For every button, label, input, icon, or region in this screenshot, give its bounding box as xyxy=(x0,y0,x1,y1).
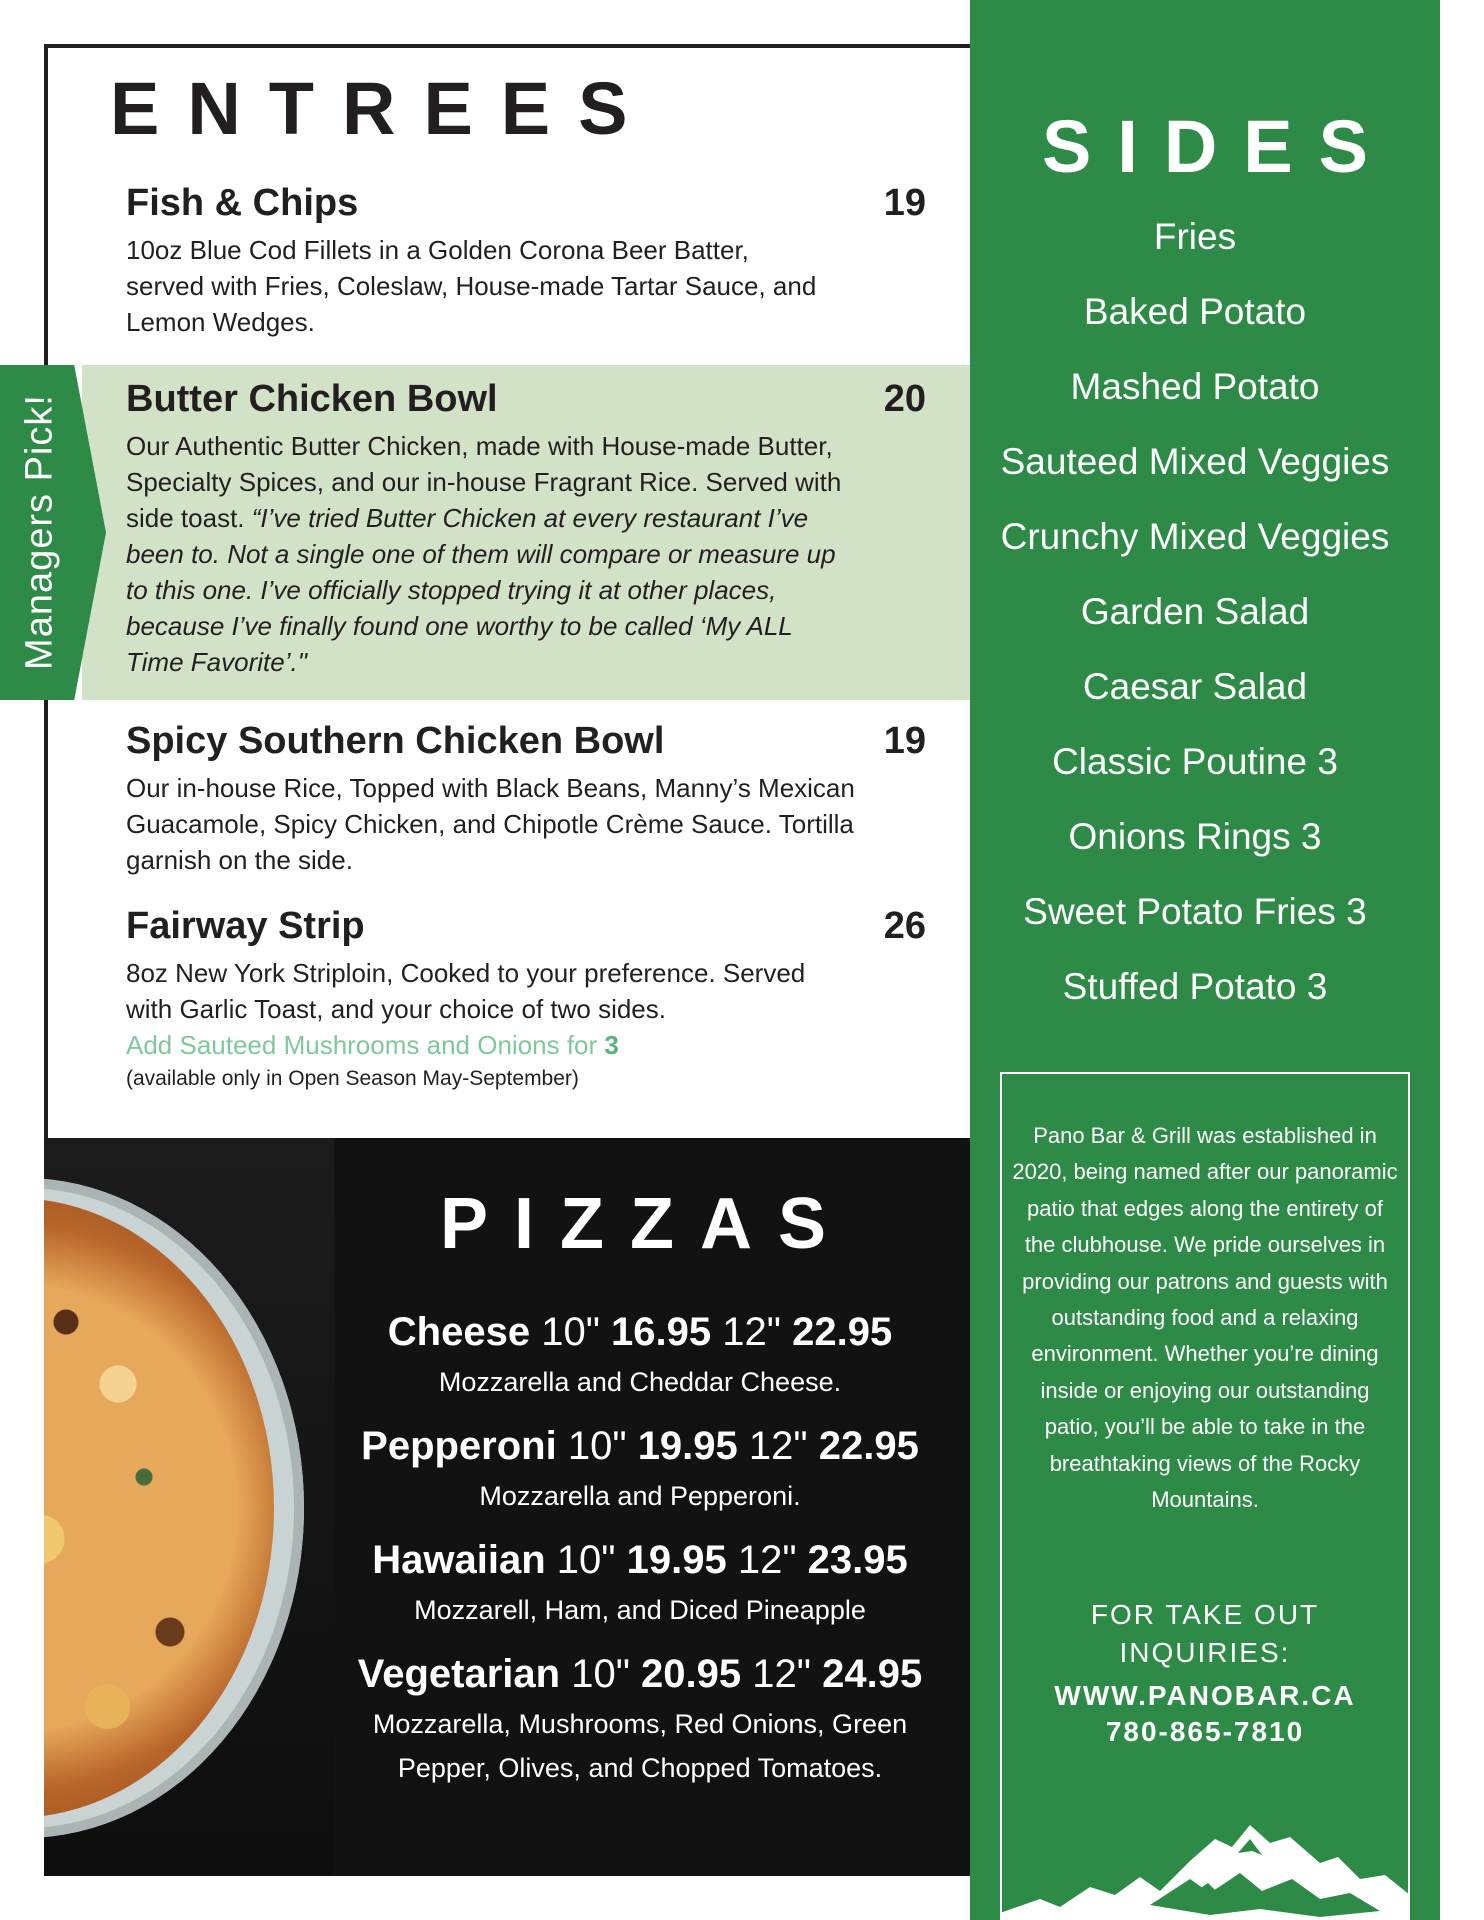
entree-item-fairway-strip xyxy=(126,905,926,1095)
sides-list xyxy=(970,213,1420,1038)
pizza-price-large: 22.95 xyxy=(818,1424,919,1468)
pizza-size-large: 12" xyxy=(722,1310,781,1354)
entree-description: Our in-house Rice, Topped with Black Beans, Manny’s Mexican Guacamole, Spicy Chicken, and Chipotle Crème Sauce. Tortilla garnish on the side. xyxy=(126,772,855,875)
pizza-size-small: 10" xyxy=(571,1652,630,1696)
pizza-name: Hawaiian xyxy=(372,1538,546,1582)
pizza-price-small: 16.95 xyxy=(611,1310,712,1354)
pizza-price-small: 20.95 xyxy=(641,1652,742,1696)
pizza-size-large: 12" xyxy=(752,1652,811,1696)
entree-name: Fairway Strip xyxy=(126,905,365,947)
pizzas-title: PIZZAS xyxy=(440,1184,853,1264)
pizza-price-large: 23.95 xyxy=(807,1538,908,1582)
entree-item-butter-chicken-bowl xyxy=(126,378,926,680)
side-item: Classic Poutine 3 xyxy=(1052,741,1338,782)
side-item: Fries xyxy=(1153,216,1237,257)
pizza-price-line xyxy=(310,1424,970,1468)
pizza-size-small: 10" xyxy=(541,1310,600,1354)
side-item: Sweet Potato Fries 3 xyxy=(1023,891,1367,932)
entree-item-spicy-southern-chicken-bowl xyxy=(126,720,926,878)
entree-description: 10oz Blue Cod Fillets in a Golden Corona Beer Batter, served with Fries, Coleslaw, House-made Tartar Sauce, and Lemon Wedges. xyxy=(126,234,817,337)
sides-title: SIDES xyxy=(1041,105,1395,188)
entree-description-text: Our Authentic Butter Chicken, made with House-made Butter, Specialty Spices, and our in-house Fragrant Rice. Served with side toast. xyxy=(126,430,842,533)
entree-description xyxy=(126,428,846,680)
pizza-price-large: 24.95 xyxy=(822,1652,923,1696)
pizza-item-cheese xyxy=(310,1310,970,1404)
entree-price: 19 xyxy=(883,720,926,762)
pizza-name: Pepperoni xyxy=(361,1424,557,1468)
mountain-icon xyxy=(1000,1795,1410,1920)
customer-quote: “I’ve tried Butter Chicken at every restaurant I’ve been to. Not a single one of them will compare or measure up to this one. I’ve officially stopped trying it at other places, because I’ve finally found one worthy to be called ‘My ALL Time Favorite’." xyxy=(126,502,836,677)
pizza-item-vegetarian xyxy=(310,1652,970,1790)
pizza-size-small: 10" xyxy=(556,1538,616,1582)
side-item: Onions Rings 3 xyxy=(1068,816,1322,857)
pizza-size-large: 12" xyxy=(748,1424,808,1468)
phone-number[interactable]: 780-865-7810 xyxy=(1105,1716,1305,1747)
pizza-size-small: 10" xyxy=(567,1424,627,1468)
pizza-price-small: 19.95 xyxy=(626,1538,727,1582)
entree-price: 19 xyxy=(883,182,926,224)
entree-name: Fish & Chips xyxy=(126,182,359,224)
pizza-description: Mozzarella, Mushrooms, Red Onions, Green Pepper, Olives, and Chopped Tomatoes. xyxy=(372,1709,908,1783)
entree-name: Spicy Southern Chicken Bowl xyxy=(126,720,665,762)
pizza-description: Mozzarell, Ham, and Diced Pineapple xyxy=(414,1595,866,1625)
managers-pick-label: Managers Pick! xyxy=(18,394,61,670)
pizza-name: Vegetarian xyxy=(357,1652,561,1696)
side-item: Baked Potato xyxy=(1083,291,1307,332)
entree-addon xyxy=(126,1027,926,1063)
pizza-name: Cheese xyxy=(387,1310,531,1354)
pizza-price-line xyxy=(310,1310,970,1354)
entree-addon-price: 3 xyxy=(604,1029,619,1060)
side-item: Stuffed Potato 3 xyxy=(1062,966,1328,1007)
pizza-price-line xyxy=(310,1538,970,1582)
pizza-description: Mozzarella and Cheddar Cheese. xyxy=(438,1367,842,1397)
takeout-label: FOR TAKE OUT INQUIRIES: xyxy=(1090,1599,1320,1668)
entree-item-fish-and-chips xyxy=(126,182,926,340)
side-item: Garden Salad xyxy=(1080,591,1310,632)
entree-addon-text: Add Sauteed Mushrooms and Onions for xyxy=(126,1029,598,1060)
pizza-size-large: 12" xyxy=(737,1538,797,1582)
website-link[interactable]: WWW.PANOBAR.CA xyxy=(1054,1680,1356,1711)
pizza-price-line xyxy=(310,1652,970,1696)
pizza-icon xyxy=(44,1198,274,1818)
side-item: Mashed Potato xyxy=(1070,366,1320,407)
pizza-description: Mozzarella and Pepperoni. xyxy=(479,1481,801,1511)
pizza-photo xyxy=(44,1138,334,1876)
entree-description: 8oz New York Striploin, Cooked to your preference. Served with Garlic Toast, and your choice of two sides. xyxy=(126,957,806,1024)
entree-name: Butter Chicken Bowl xyxy=(126,378,498,420)
side-item: Caesar Salad xyxy=(1082,666,1308,707)
entrees-title: ENTREES xyxy=(110,67,656,150)
pizza-price-large: 22.95 xyxy=(792,1310,893,1354)
pizza-price-small: 19.95 xyxy=(637,1424,738,1468)
entree-note: (available only in Open Season May-September) xyxy=(126,1066,579,1090)
entree-price: 20 xyxy=(883,378,926,420)
pizza-item-hawaiian xyxy=(310,1538,970,1632)
pizza-item-pepperoni xyxy=(310,1424,970,1518)
side-item: Crunchy Mixed Veggies xyxy=(1000,516,1390,557)
side-item: Sauteed Mixed Veggies xyxy=(1000,441,1390,482)
entree-price: 26 xyxy=(883,905,926,947)
about-text: Pano Bar & Grill was established in 2020, being named after our panoramic patio that edges along the entirety of the clubhouse. We pride ourselves in providing our patrons and guests with outstanding food and a relaxing environment. Whether you’re dining inside or enjoying our outstanding patio, you’ll be able to take in the breathtaking views of the Rocky Mountains. xyxy=(1012,1123,1398,1513)
